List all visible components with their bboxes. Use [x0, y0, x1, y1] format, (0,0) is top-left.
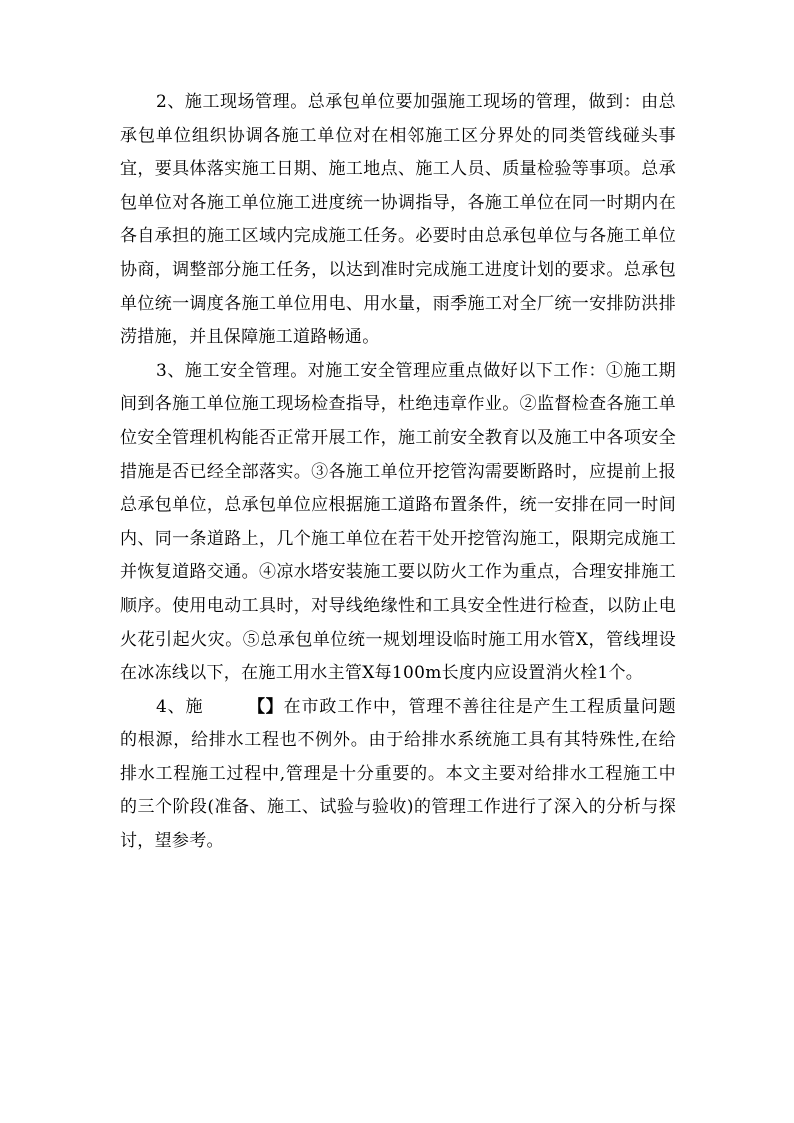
paragraph-summary-prefix: 4、施 — [156, 696, 204, 717]
paragraph-summary — [120, 691, 676, 859]
empty-bracket: 【】 — [247, 696, 284, 717]
paragraph-site-management: 2、施工现场管理。总承包单位要加强施工现场的管理，做到：由总承包单位组织协调各施工单位对在相邻施工区分界处的同类管线碰头事宜，要具体落实施工日期、施工地点、施工人员、质量检验等事项。总承包单位对各施工单位施工进度统一协调指导，各施工单位在同一时期内在各自承担的施工区域内完成施工任务。必要时由总承包单位与各施工单位协商，调整部分施工任务，以达到准时完成施工进度计划的要求。总承包单位统一调度各施工单位用电、用水量，雨季施工对全厂统一安排防洪排涝措施，并且保障施工道路畅通。 — [120, 92, 676, 348]
document-body — [120, 86, 676, 859]
paragraph-safety-management: 3、施工安全管理。对施工安全管理应重点做好以下工作：①施工期间到各施工单位施工现场检查指导，杜绝违章作业。②监督检查各施工单位安全管理机构能否正常开展工作，施工前安全教育以及施工中各项安全措施是否已经全部落实。③各施工单位开挖管沟需要断路时，应提前上报总承包单位，总承包单位应根据施工道路布置条件，统一安排在同一时间内、同一条道路上，几个施工单位在若干处开挖管沟施工，限期完成施工并恢复道路交通。④凉水塔安装施工要以防火工作为重点，合理安排施工顺序。使用电动工具时，对导线绝缘性和工具安全性进行检查，以防止电火花引起火灾。⑤总承包单位统一规划埋设临时施工用水管X，管线埋设在冰冻线以下，在施工用水主管X每100m长度内应设置消火栓1个。 — [120, 360, 676, 684]
paragraph-summary-text: 在市政工作中，管理不善往往是产生工程质量问题的根源，给排水工程也不例外。由于给排水系统施工具有其特殊性,在给排水工程施工过程中,管理是十分重要的。本文主要对给排水工程施工中的三个阶段(准备、施工、试验与验收)的管理工作进行了深入的分析与探讨，望参考。 — [120, 696, 676, 852]
